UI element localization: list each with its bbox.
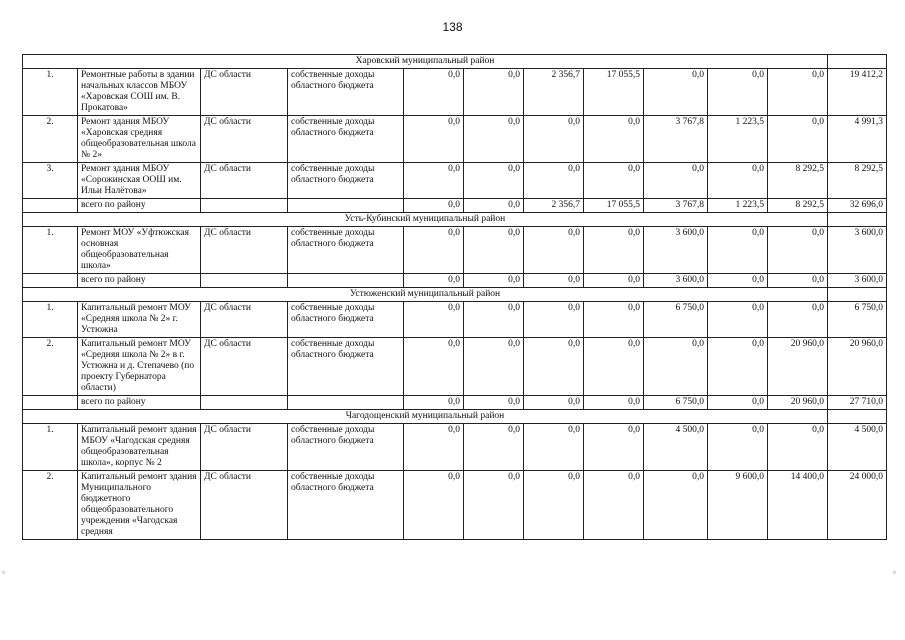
amount-cell: 0,0	[404, 471, 464, 540]
total-empty-cell	[288, 274, 404, 288]
amount-cell: 0,0	[584, 424, 644, 471]
table-row	[23, 116, 887, 163]
funding-type: собственные доходы областного бюджета	[288, 424, 404, 471]
total-amount-cell: 32 696,0	[828, 199, 887, 213]
total-empty-cell	[201, 274, 288, 288]
amount-cell: 8 292,5	[828, 163, 887, 199]
amount-cell: 0,0	[768, 302, 828, 338]
funding-source: ДС области	[201, 227, 288, 274]
amount-cell: 0,0	[768, 116, 828, 163]
table-row	[23, 338, 887, 396]
funding-type: собственные доходы областного бюджета	[288, 69, 404, 116]
section-title-empty-cell	[828, 288, 887, 302]
table-row	[23, 424, 887, 471]
total-label: всего по району	[78, 396, 201, 410]
section-title-empty-cell	[828, 55, 887, 69]
total-amount-cell: 0,0	[464, 199, 524, 213]
object-name: Капитальный ремонт здания МБОУ «Чагодская средняя общеобразовательная школа», корпус № 2	[78, 424, 201, 471]
total-amount-cell: 0,0	[584, 274, 644, 288]
row-number: 1.	[23, 424, 78, 471]
budget-table	[22, 54, 887, 540]
object-name: Ремонт здания МБОУ «Харовская средняя общеобразовательная школа № 2»	[78, 116, 201, 163]
section-title: Усть-Кубинский муниципальный район	[23, 213, 828, 227]
total-amount-cell: 0,0	[708, 396, 768, 410]
total-amount-cell: 2 356,7	[524, 199, 584, 213]
funding-type: собственные доходы областного бюджета	[288, 227, 404, 274]
amount-cell: 0,0	[768, 227, 828, 274]
funding-source: ДС области	[201, 338, 288, 396]
object-name: Капитальный ремонт МОУ «Средняя школа № 2» г. Устюжна	[78, 302, 201, 338]
total-amount-cell: 6 750,0	[644, 396, 708, 410]
total-empty-cell	[23, 274, 78, 288]
row-number: 2.	[23, 116, 78, 163]
total-row	[23, 199, 887, 213]
row-number: 1.	[23, 227, 78, 274]
amount-cell: 20 960,0	[768, 338, 828, 396]
amount-cell: 0,0	[644, 471, 708, 540]
amount-cell: 0,0	[584, 163, 644, 199]
funding-type: собственные доходы областного бюджета	[288, 338, 404, 396]
amount-cell: 0,0	[524, 227, 584, 274]
total-empty-cell	[288, 396, 404, 410]
total-amount-cell: 8 292,5	[768, 199, 828, 213]
amount-cell: 0,0	[644, 69, 708, 116]
total-amount-cell: 0,0	[524, 274, 584, 288]
amount-cell: 0,0	[768, 424, 828, 471]
total-amount-cell: 17 055,5	[584, 199, 644, 213]
amount-cell: 1 223,5	[708, 116, 768, 163]
total-label: всего по району	[78, 274, 201, 288]
amount-cell: 0,0	[708, 424, 768, 471]
total-amount-cell: 0,0	[464, 396, 524, 410]
amount-cell: 3 767,8	[644, 116, 708, 163]
amount-cell: 0,0	[584, 227, 644, 274]
total-amount-cell: 3 600,0	[644, 274, 708, 288]
total-amount-cell: 3 767,8	[644, 199, 708, 213]
amount-cell: 0,0	[464, 116, 524, 163]
total-row	[23, 396, 887, 410]
total-amount-cell: 0,0	[768, 274, 828, 288]
row-number: 1.	[23, 69, 78, 116]
amount-cell: 0,0	[524, 302, 584, 338]
amount-cell: 17 055,5	[584, 69, 644, 116]
amount-cell: 0,0	[768, 69, 828, 116]
total-amount-cell: 0,0	[404, 199, 464, 213]
amount-cell: 4 500,0	[644, 424, 708, 471]
scan-mark-right: ▫	[893, 568, 896, 577]
amount-cell: 0,0	[584, 302, 644, 338]
amount-cell: 3 600,0	[644, 227, 708, 274]
amount-cell: 14 400,0	[768, 471, 828, 540]
amount-cell: 0,0	[644, 163, 708, 199]
total-amount-cell: 0,0	[404, 396, 464, 410]
section-title: Устюженский муниципальный район	[23, 288, 828, 302]
amount-cell: 8 292,5	[768, 163, 828, 199]
object-name: Капитальный ремонт МОУ «Средняя школа № 2» в г. Устюжна и д. Степачево (по проекту Губернатора области)	[78, 338, 201, 396]
section-header-row	[23, 410, 887, 424]
table-row	[23, 471, 887, 540]
amount-cell: 0,0	[524, 471, 584, 540]
total-amount-cell: 0,0	[708, 274, 768, 288]
amount-cell: 0,0	[464, 227, 524, 274]
funding-source: ДС области	[201, 424, 288, 471]
row-number: 2.	[23, 338, 78, 396]
amount-cell: 0,0	[708, 69, 768, 116]
total-empty-cell	[288, 199, 404, 213]
funding-type: собственные доходы областного бюджета	[288, 471, 404, 540]
total-amount-cell: 1 223,5	[708, 199, 768, 213]
section-title: Харовский муниципальный район	[23, 55, 828, 69]
amount-cell: 0,0	[524, 163, 584, 199]
funding-type: собственные доходы областного бюджета	[288, 116, 404, 163]
object-name: Ремонтные работы в здании начальных классов МБОУ «Харовская СОШ им. В. Прокатова»	[78, 69, 201, 116]
row-number: 2.	[23, 471, 78, 540]
amount-cell: 0,0	[524, 424, 584, 471]
object-name: Ремонт МОУ «Уфтюжская основная общеобразовательная школа»	[78, 227, 201, 274]
amount-cell: 0,0	[464, 471, 524, 540]
amount-cell: 0,0	[524, 338, 584, 396]
section-header-row	[23, 55, 887, 69]
total-empty-cell	[23, 199, 78, 213]
total-empty-cell	[23, 396, 78, 410]
table-row	[23, 163, 887, 199]
amount-cell: 0,0	[708, 302, 768, 338]
amount-cell: 0,0	[404, 116, 464, 163]
total-amount-cell: 0,0	[524, 396, 584, 410]
amount-cell: 6 750,0	[644, 302, 708, 338]
amount-cell: 0,0	[464, 338, 524, 396]
table-row	[23, 227, 887, 274]
total-amount-cell: 3 600,0	[828, 274, 887, 288]
funding-source: ДС области	[201, 69, 288, 116]
total-amount-cell: 0,0	[584, 396, 644, 410]
amount-cell: 2 356,7	[524, 69, 584, 116]
section-title: Чагодощенский муниципальный район	[23, 410, 828, 424]
total-amount-cell: 0,0	[464, 274, 524, 288]
page-number: 138	[442, 20, 463, 34]
amount-cell: 19 412,2	[828, 69, 887, 116]
total-amount-cell: 20 960,0	[768, 396, 828, 410]
amount-cell: 0,0	[708, 227, 768, 274]
amount-cell: 0,0	[404, 69, 464, 116]
funding-source: ДС области	[201, 302, 288, 338]
amount-cell: 0,0	[708, 163, 768, 199]
funding-source: ДС области	[201, 471, 288, 540]
object-name: Ремонт здания МБОУ «Сорожинская ООШ им. Ильи Налётова»	[78, 163, 201, 199]
total-label: всего по району	[78, 199, 201, 213]
table-row	[23, 69, 887, 116]
amount-cell: 0,0	[464, 163, 524, 199]
section-title-empty-cell	[828, 410, 887, 424]
amount-cell: 0,0	[584, 338, 644, 396]
amount-cell: 9 600,0	[708, 471, 768, 540]
amount-cell: 0,0	[708, 338, 768, 396]
total-amount-cell: 27 710,0	[828, 396, 887, 410]
amount-cell: 24 000,0	[828, 471, 887, 540]
amount-cell: 0,0	[584, 116, 644, 163]
row-number: 3.	[23, 163, 78, 199]
amount-cell: 0,0	[404, 338, 464, 396]
amount-cell: 0,0	[404, 163, 464, 199]
amount-cell: 20 960,0	[828, 338, 887, 396]
total-row	[23, 274, 887, 288]
row-number: 1.	[23, 302, 78, 338]
section-header-row	[23, 213, 887, 227]
section-title-empty-cell	[828, 213, 887, 227]
amount-cell: 0,0	[644, 338, 708, 396]
scan-mark-left: ▫	[2, 568, 5, 577]
funding-source: ДС области	[201, 116, 288, 163]
funding-type: собственные доходы областного бюджета	[288, 163, 404, 199]
amount-cell: 0,0	[584, 471, 644, 540]
amount-cell: 0,0	[464, 302, 524, 338]
total-empty-cell	[201, 396, 288, 410]
object-name: Капитальный ремонт здания Муниципального бюджетного общеобразовательного учреждения «Чагодская средняя	[78, 471, 201, 540]
amount-cell: 0,0	[404, 227, 464, 274]
funding-source: ДС области	[201, 163, 288, 199]
amount-cell: 4 991,3	[828, 116, 887, 163]
total-empty-cell	[201, 199, 288, 213]
amount-cell: 4 500,0	[828, 424, 887, 471]
amount-cell: 0,0	[404, 302, 464, 338]
amount-cell: 3 600,0	[828, 227, 887, 274]
amount-cell: 0,0	[464, 69, 524, 116]
funding-type: собственные доходы областного бюджета	[288, 302, 404, 338]
amount-cell: 0,0	[524, 116, 584, 163]
table-row	[23, 302, 887, 338]
amount-cell: 0,0	[464, 424, 524, 471]
amount-cell: 0,0	[404, 424, 464, 471]
section-header-row	[23, 288, 887, 302]
amount-cell: 6 750,0	[828, 302, 887, 338]
total-amount-cell: 0,0	[404, 274, 464, 288]
